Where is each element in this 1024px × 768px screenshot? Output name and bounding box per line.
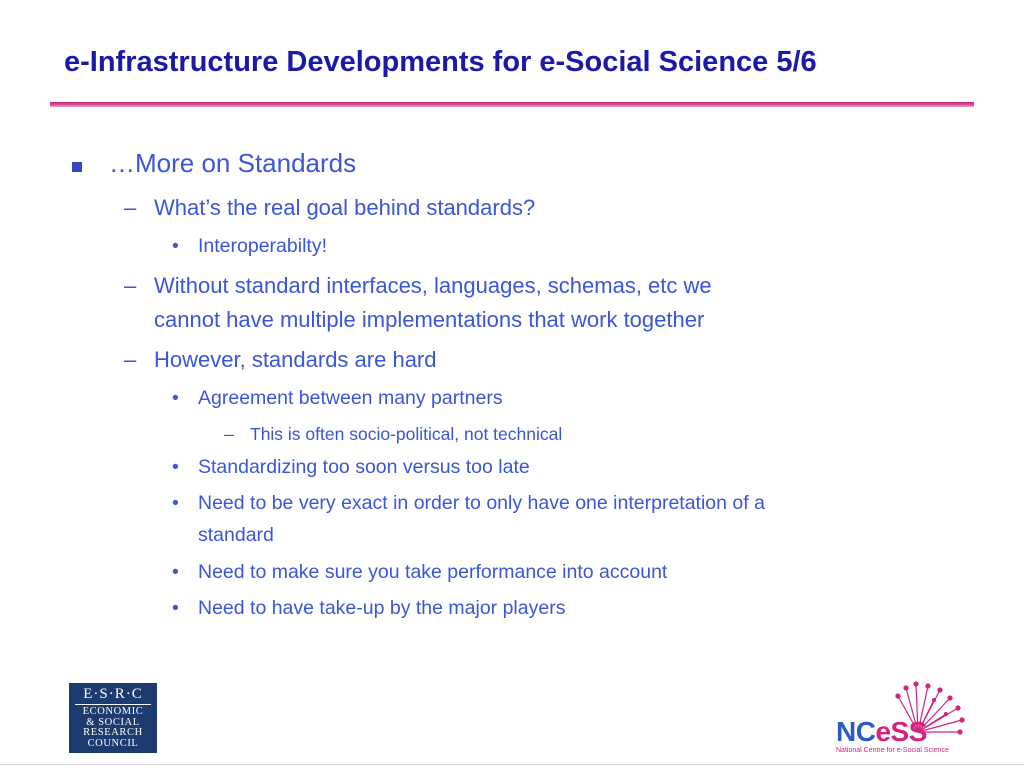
- esrc-logo-divider: [75, 704, 151, 705]
- dot-marker: •: [172, 597, 179, 619]
- footer-divider: [0, 764, 1024, 765]
- square-bullet-icon: [72, 162, 82, 172]
- esrc-logo: [69, 683, 157, 753]
- bullet-level3: Interoperabilty!: [198, 235, 327, 257]
- bullet-level3: Agreement between many partners: [198, 387, 503, 409]
- dot-marker: •: [172, 387, 179, 409]
- bullet-level3: Need to make sure you take performance into account: [198, 561, 668, 583]
- esrc-logo-text: ECONOMIC: [82, 706, 144, 717]
- esrc-logo-acronym: E·S·R·C: [83, 686, 143, 702]
- ncess-wordmark: [836, 716, 927, 748]
- dash-marker: –: [124, 195, 137, 220]
- bullet-level3: Need to have take-up by the major players: [198, 597, 566, 619]
- bullet-level3: Need to be very exact in order to only have one interpretation of a: [198, 492, 765, 514]
- dot-marker: •: [172, 235, 179, 257]
- dash-marker: –: [224, 424, 234, 444]
- bullet-level2: However, standards are hard: [154, 347, 437, 372]
- dot-marker: •: [172, 456, 179, 478]
- dot-marker: •: [172, 561, 179, 583]
- bullet-level3-continued: standard: [198, 524, 274, 546]
- slide-title: e-Infrastructure Developments for e-Social Science 5/6: [64, 46, 817, 78]
- ncess-subtitle: National Centre for e-Social Science: [836, 747, 949, 754]
- dash-marker: –: [124, 347, 137, 372]
- bullet-level2: Without standard interfaces, languages, schemas, etc we: [154, 273, 712, 298]
- esrc-logo-text: & SOCIAL: [86, 716, 140, 728]
- ncess-wordmark-nc: NC: [836, 716, 876, 747]
- bullet-level1: …More on Standards: [109, 148, 357, 178]
- ncess-logo: [836, 680, 986, 760]
- esrc-logo-text: RESEARCH: [83, 727, 143, 738]
- bullet-level2-continued: cannot have multiple implementations that work together: [154, 307, 705, 332]
- ncess-wordmark-ss: SS: [890, 716, 927, 747]
- dot-marker: •: [172, 492, 179, 514]
- dash-marker: –: [124, 273, 137, 298]
- bullet-level2: What’s the real goal behind standards?: [154, 195, 536, 220]
- ncess-wordmark-e: e: [875, 716, 891, 747]
- bullet-level4: This is often socio-political, not technical: [250, 424, 563, 444]
- bullet-level3: Standardizing too soon versus too late: [198, 456, 530, 478]
- esrc-logo-text: COUNCIL: [87, 737, 139, 749]
